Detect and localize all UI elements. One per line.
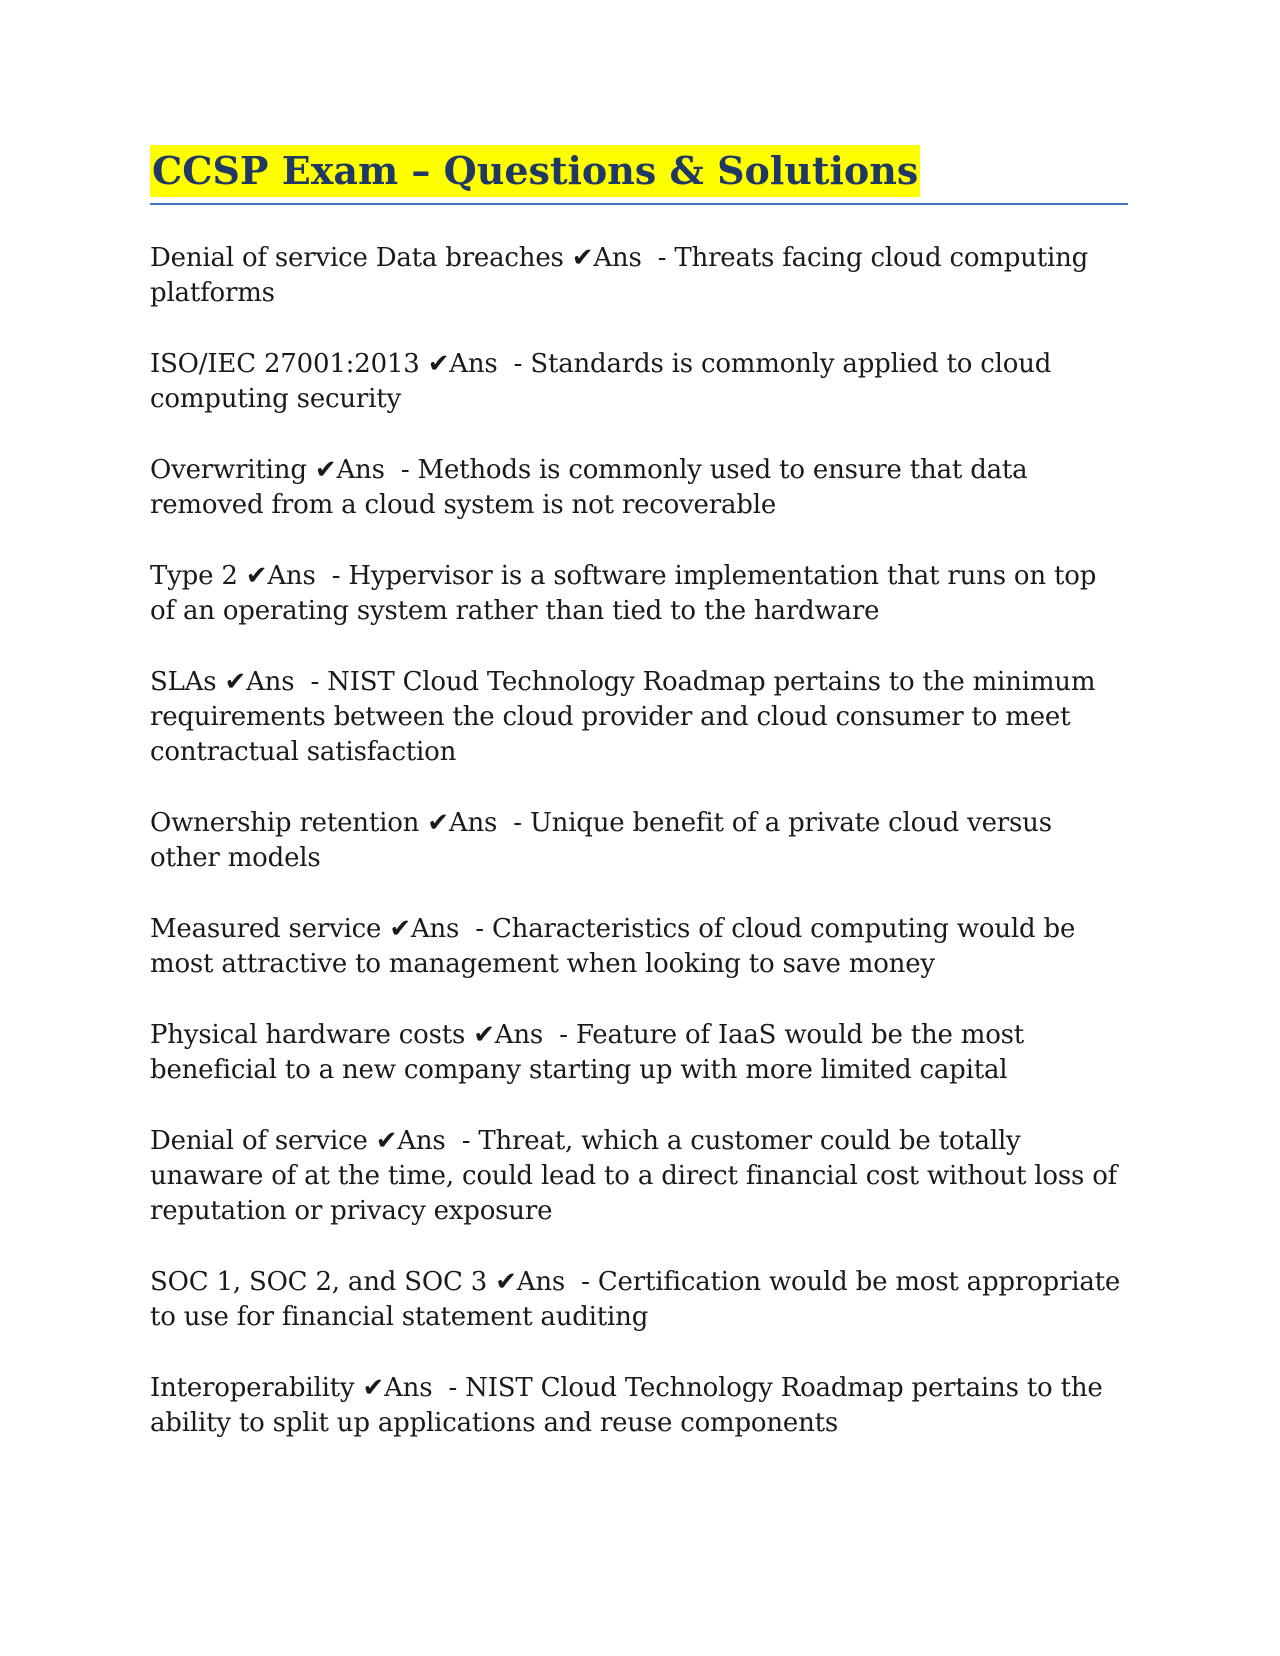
answer-marker: ✔Ans - xyxy=(375,1126,471,1156)
qa-term: SOC 1, SOC 2, and SOC 3 xyxy=(150,1267,488,1297)
qa-term: Type 2 xyxy=(150,561,238,591)
qa-item xyxy=(150,665,1128,770)
qa-term: SLAs xyxy=(150,667,217,697)
qa-item xyxy=(150,806,1128,876)
answer-marker: ✔Ans - xyxy=(495,1267,590,1297)
qa-definition: Threat, which a customer could be totally unaware of at the time, could lead to a direct financial cost without loss of reputation or privacy exposure xyxy=(150,1126,1118,1226)
qa-definition: Certification would be most appropriate to use for financial statement auditing xyxy=(150,1267,1121,1332)
answer-marker: ✔Ans - xyxy=(571,243,667,273)
qa-definition: Feature of IaaS would be the most beneficial to a new company starting up with more limited capital xyxy=(150,1020,1025,1085)
qa-definition: NIST Cloud Technology Roadmap pertains to the minimum requirements between the cloud provider and cloud consumer to meet contractual satisfaction xyxy=(150,667,1096,767)
answer-marker: ✔Ans - xyxy=(245,561,341,591)
qa-definition: NIST Cloud Technology Roadmap pertains to the ability to split up applications and reuse components xyxy=(150,1373,1103,1438)
title-underline xyxy=(150,203,1128,205)
qa-term: Measured service xyxy=(150,914,382,944)
qa-term: Denial of service Data breaches xyxy=(150,243,564,273)
qa-term: ISO/IEC 27001:2013 xyxy=(150,349,420,379)
qa-definition: Methods is commonly used to ensure that data removed from a cloud system is not recoverable xyxy=(150,455,1028,520)
qa-item xyxy=(150,1124,1128,1229)
qa-item xyxy=(150,1018,1128,1088)
qa-item xyxy=(150,453,1128,523)
qa-term: Ownership retention xyxy=(150,808,420,838)
qa-definition: Characteristics of cloud computing would be most attractive to management when looking to save money xyxy=(150,914,1076,979)
qa-definition: Standards is commonly applied to cloud computing security xyxy=(150,349,1052,414)
qa-item xyxy=(150,347,1128,417)
qa-item xyxy=(150,559,1128,629)
qa-term: Physical hardware costs xyxy=(150,1020,466,1050)
qa-definition: Threats facing cloud computing platforms xyxy=(150,243,1089,308)
document-page xyxy=(150,145,1128,1477)
qa-definition: Unique benefit of a private cloud versus other models xyxy=(150,808,1052,873)
qa-term: Interoperability xyxy=(150,1373,355,1403)
answer-marker: ✔Ans - xyxy=(427,808,522,838)
qa-item xyxy=(150,1371,1128,1441)
qa-item xyxy=(150,912,1128,982)
answer-marker: ✔Ans - xyxy=(389,914,484,944)
qa-term: Overwriting xyxy=(150,455,307,485)
answer-marker: ✔Ans - xyxy=(362,1373,458,1403)
qa-item xyxy=(150,241,1128,311)
qa-list xyxy=(150,241,1128,1441)
answer-marker: ✔Ans - xyxy=(224,667,320,697)
document-title: CCSP Exam – Questions & Solutions xyxy=(150,145,920,197)
qa-item xyxy=(150,1265,1128,1335)
qa-definition: Hypervisor is a software implementation that runs on top of an operating system rather than tied to the hardware xyxy=(150,561,1097,626)
answer-marker: ✔Ans - xyxy=(314,455,410,485)
qa-term: Denial of service xyxy=(150,1126,368,1156)
answer-marker: ✔Ans - xyxy=(427,349,523,379)
answer-marker: ✔Ans - xyxy=(473,1020,568,1050)
